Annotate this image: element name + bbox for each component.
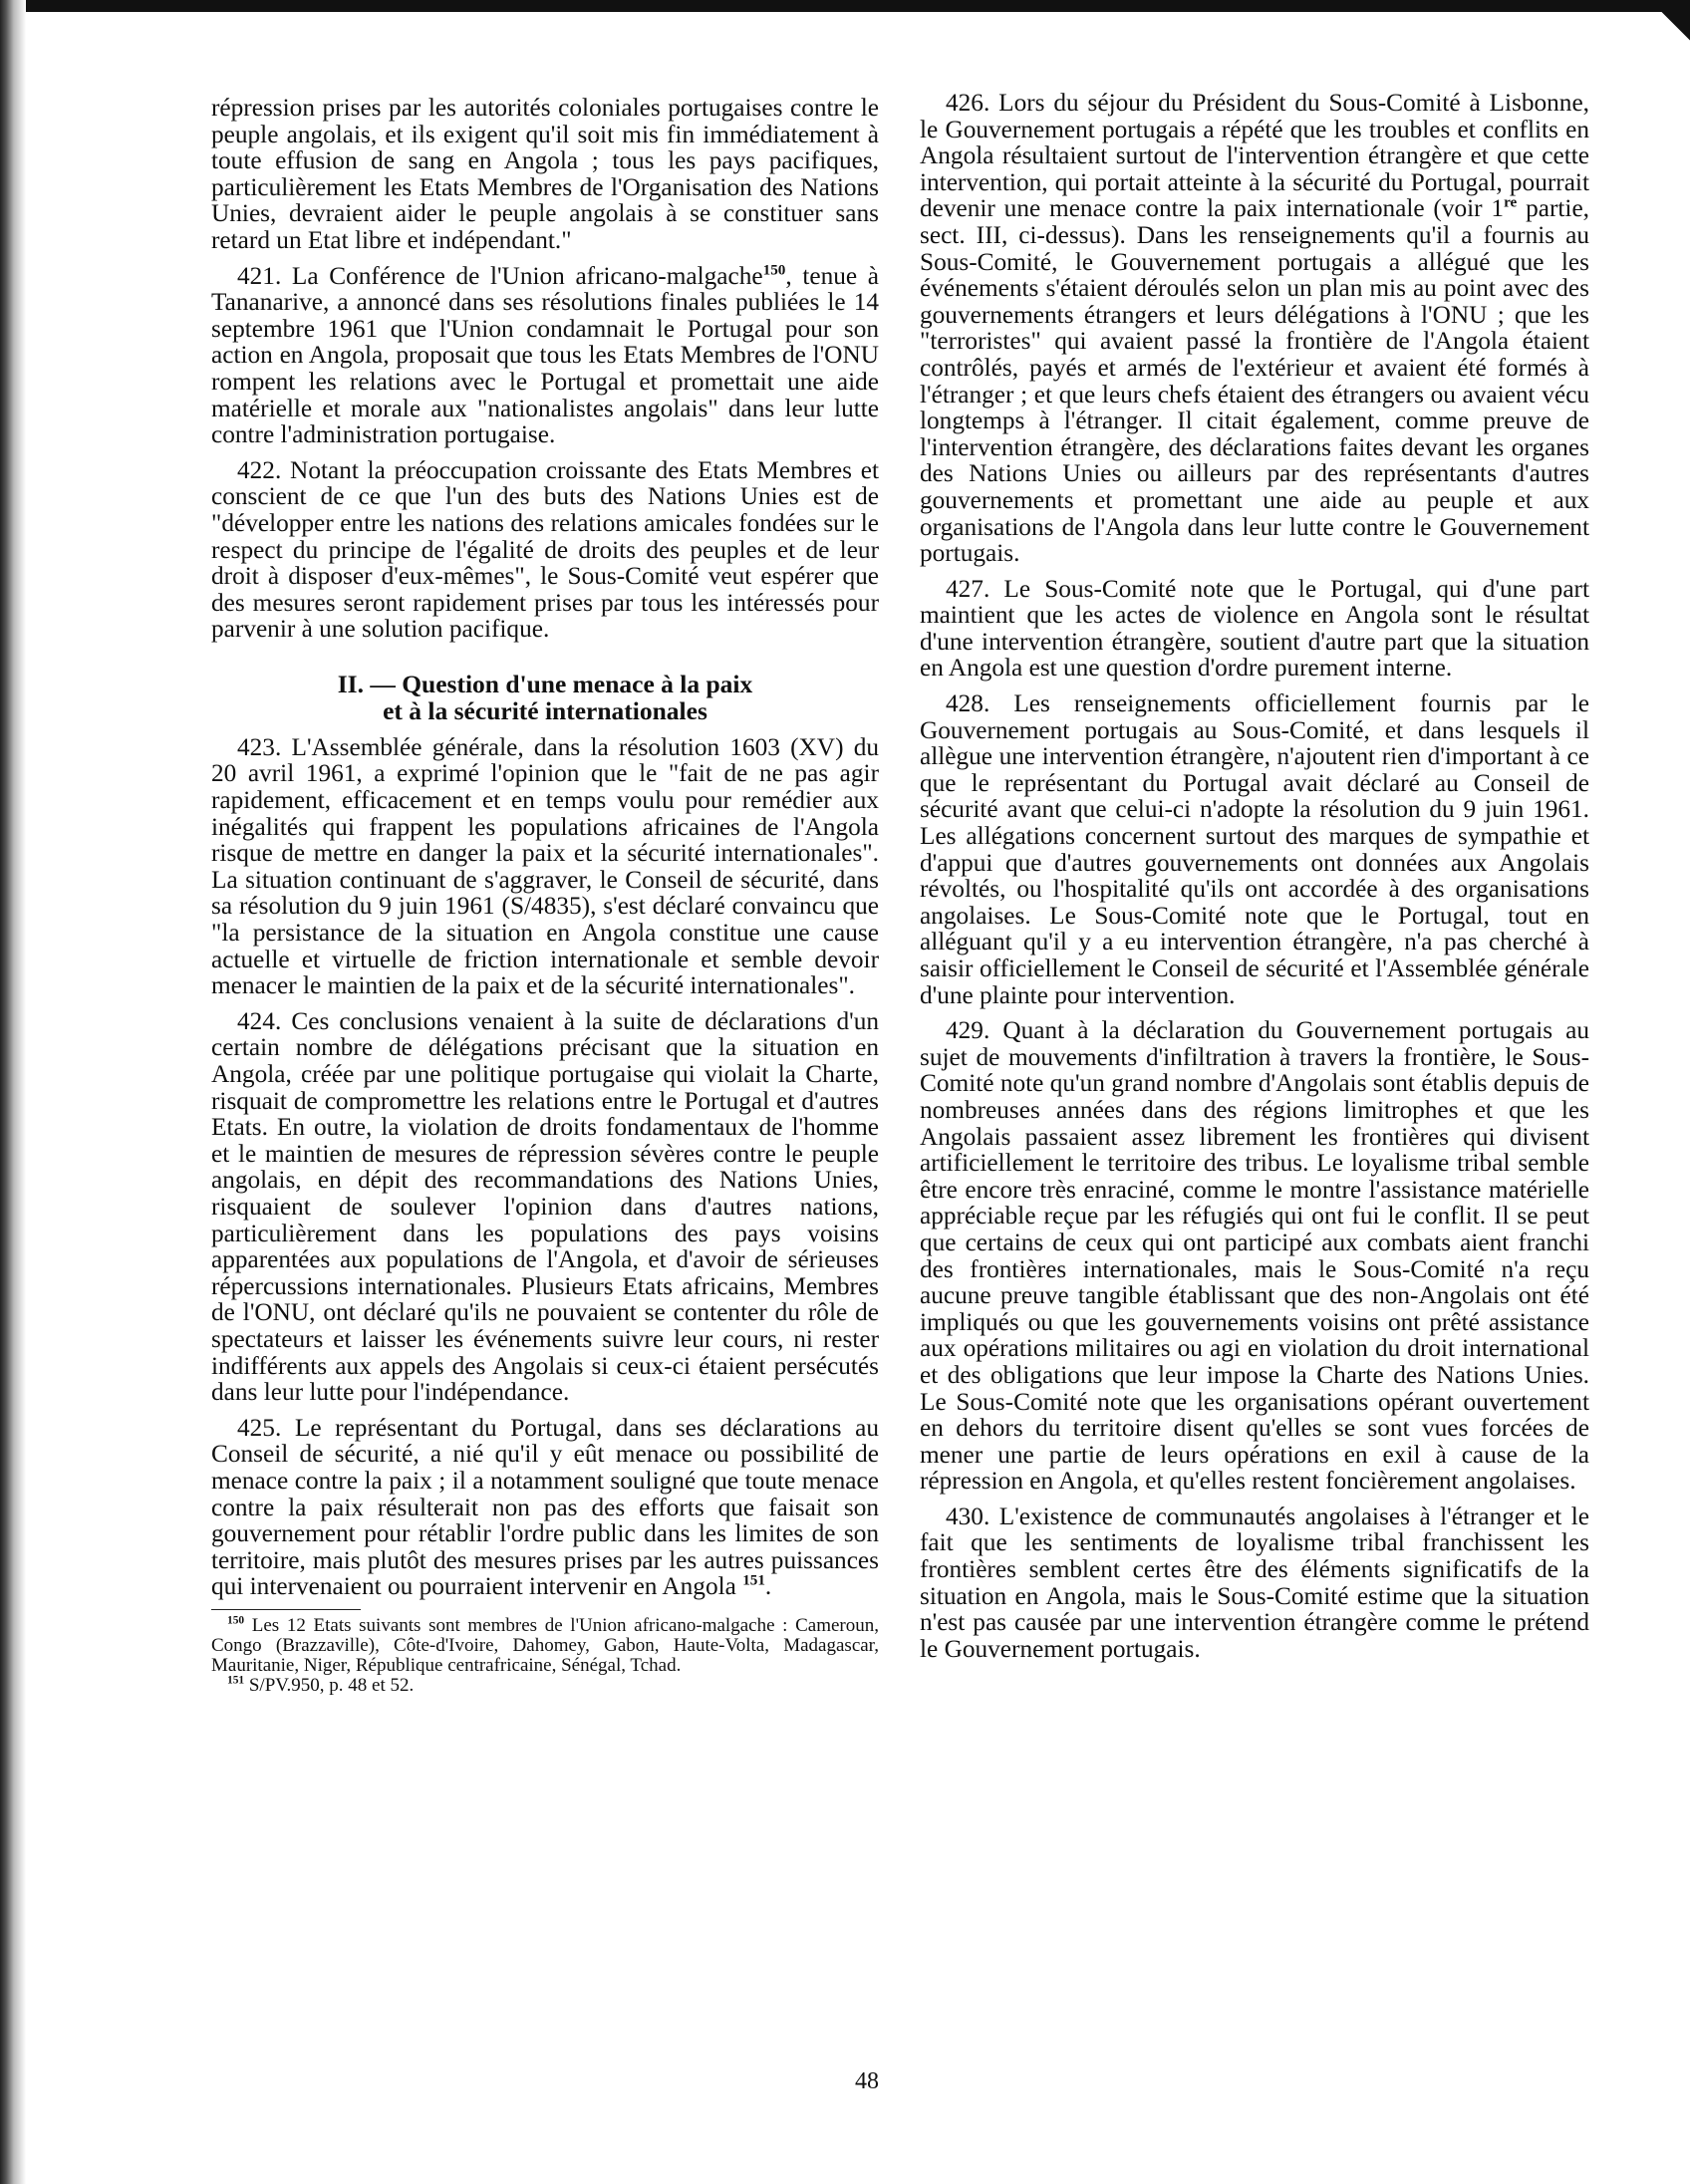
right-column [920,90,1589,1671]
scan-edge-left [0,0,26,2184]
paragraph-number: 424. [237,1006,282,1035]
paragraph-number: 425. [237,1413,282,1442]
paragraph-text: répression prises par les autorités coloniales portugaises contre le peuple angolais, et ils exigent qu'il soit mis fin immédiatement à toute effusion de sang en Angola ; tous les pays pacifiques, particulièrement les Etats Membres de l'Organisation des Nations Unies, devraient aider le peuple angolais à se constituer sans retard un Etat libre et indépendant." [211,94,879,254]
paragraph-number: 428. [946,689,990,718]
paragraph-number: 421. [237,261,282,290]
paragraph-text: Ces conclusions venaient à la suite de déclarations d'un certain nombre de délégations précisant que la situation en Angola, créée par une politique portugaise qui violait la Charte, risquait de compromettre les relations entre le Portugal et d'autres Etats. En outre, la violation de droits fondamentaux de l'homme et le maintien de mesures de répression sévères contre le peuple angolais, en dépit des recommandations des Nations Unies, risquaient de soulever l'opinion dans d'autres nations, particulièrement dans les populations des pays voisins apparentées aux populations de l'Angola, et d'avoir de sérieuses répercussions internationales. Plusieurs Etats africains, Membres de l'ONU, ont déclaré qu'ils ne pouvaient se contenter du rôle de spectateurs et laisser les événements suivre leur cours, ni rester indifférents aux appels des Angolais si ceux-ci étaient persécutés dans leur lutte pour l'indépendance. [211,1006,879,1407]
footnote-151 [211,1676,879,1696]
footnote-150 [211,1616,879,1676]
paragraph-text-cont: , tenue à Tananarive, a annoncé dans ses résolutions finales publiées le 14 septembre 1961 que l'Union condamnait le Portugal pour son action en Angola, proposait que tous les Etats Membres de l'ONU rompent les relations avec le Portugal et promettait une aide matérielle et morale aux "nationalistes angolais" dans leur lutte contre l'administration portugaise. [211,261,879,449]
paragraph-430 [920,1503,1589,1663]
paragraph-text: La Conférence de l'Union africano-malgache [291,261,763,290]
page-number: 48 [855,2068,879,2094]
paragraph-number: 430. [946,1502,990,1530]
footnote-rule [211,1609,361,1610]
footnote-text: Les 12 Etats suivants sont membres de l'Union africano-malgache : Cameroun, Congo (Brazzaville), Côte-d'Ivoire, Dahomey, Gabon, Haute-Volta, Madagascar, Mauritanie, Niger, République centrafricaine, Sénégal, Tchad. [211,1614,879,1676]
footnotes [211,1616,879,1696]
section-heading-line1: II. — Question d'une menace à la paix [337,669,753,698]
paragraph-421 [211,263,879,448]
paragraph-422 [211,457,879,643]
left-column [211,95,879,1696]
paragraph-429 [920,1017,1589,1495]
scan-edge-top [0,0,1690,12]
paragraph-423 [211,734,879,999]
paragraph-text: Lors du séjour du Président du Sous-Comité à Lisbonne, le Gouvernement portugais a répété que les troubles et conflits en Angola résultaient surtout de l'intervention étrangère et que cette intervention, qui portait atteinte à la sécurité du Portugal, pourrait devenir une menace contre la paix internationale (voir 1 [920,89,1590,223]
paragraph-text: Le Sous-Comité note que le Portugal, qui d'une part maintient que les actes de violence en Angola sont le résultat d'une intervention étrangère, soutient d'autre part que la situation en Angola est une question d'ordre purement interne. [920,574,1589,682]
paragraph-text: L'Assemblée générale, dans la résolution 1603 (XV) du 20 avril 1961, a exprimé l'opinion que le "fait de ne pas agir rapidement, efficacement et en temps voulu pour remédier aux inégalités qui frappent les populations africaines de l'Angola risque de mettre en danger la paix et la sécurité internationales". La situation continuant de s'aggraver, le Conseil de sécurité, dans sa résolution du 9 juin 1961 (S/4835), s'est déclaré convaincu que "la persistance de la situation en Angola constitue une cause actuelle et virtuelle de friction internationale et semble devoir menacer le maintien de la paix et de la sécurité internationales". [211,732,880,1000]
paragraph-text: Les renseignements officiellement fournis par le Gouvernement portugais au Sous-Comité, et dans lesquels il allègue une intervention étrangère, n'ajoutent rien d'important à ce que le représentant du Portugal avait déclaré au Conseil de sécurité avant que celui-ci n'adopte la résolution du 9 juin 1961. Les allégations concernent surtout des marques de sympathie et d'appui que d'autres gouvernements ont données aux Angolais révoltés, ou l'hospitalité qu'ils ont accordée à des organisations angolaises. Le Sous-Comité note que le Portugal, tout en alléguant qu'il y a eu intervention étrangère, n'a pas cherché à saisir officiellement le Conseil de sécurité et l'Assemblée générale d'une plainte pour intervention. [920,689,1590,1009]
paragraph-text: Le représentant du Portugal, dans ses déclarations au Conseil de sécurité, a nié qu'il y eût menace ou possibilité de menace contre la paix ; il a notamment souligné que toute menace contre la paix résulterait non pas des efforts que faisait son gouvernement pour rétablir l'ordre public dans les limites de son territoire, mais plutôt des mesures prises par les autres puissances qui intervenaient ou pourraient intervenir en Angola [211,1413,879,1601]
paragraph-425 [211,1415,879,1600]
scan-edge-corner [1650,0,1690,60]
paragraph-427 [920,576,1589,682]
ordinal-superscript: re [1504,193,1518,211]
paragraph-424 [211,1008,879,1406]
section-heading [211,671,879,724]
paragraph-number: 423. [237,732,282,761]
paragraph-text: Notant la préoccupation croissante des Etats Membres et conscient de ce que l'un des buts des Nations Unies est de "développer entre les nations des relations amicales fondées sur le respect du principe de l'égalité de droits des peuples et de leur droit à disposer d'eux-mêmes", le Sous-Comité veut espérer que des mesures seront rapidement prises par tous les intéressés pour parvenir à une solution pacifique. [211,455,879,644]
paragraph-text-cont: partie, sect. III, ci-dessus). Dans les renseignements qu'il a fournis au Sous-Comité, le Gouvernement portugais a allégué que les événements s'étaient déroulés selon un plan mis au point avec des gouvernements étrangers et leurs délégations à l'ONU ; que les "terroristes" qui avaient passé la frontière de l'Angola étaient contrôlés, payés et armés de l'extérieur et avaient été formés à l'étranger ; et que leurs chefs étaient des étrangers ou avaient vécu longtemps à l'étranger. Il citait également, comme preuve de l'intervention étrangère, des déclarations faites devant les organes des Nations Unies ou ailleurs par des représentants d'autres gouvernements et promettant une aide au peuple et aux organisations de l'Angola dans leur lutte contre le Gouvernement portugais. [920,194,1589,568]
paragraph-text: Quant à la déclaration du Gouvernement portugais au sujet de mouvements d'infiltration à travers la frontière, le Sous-Comité note qu'un grand nombre d'Angolais sont établis depuis de nombreuses années dans des régions limitrophes et que les Angolais passaient assez librement les frontières qui divisent artificiellement le territoire des tribus. Le loyalisme tribal semble être encore très enraciné, comme le montre l'assistance matérielle appréciable reçue par les réfugiés qui ont fui le conflit. Il se peut que certains de ceux qui ont participé aux combats aient franchi des frontières internationales, mais le Sous-Comité n'a reçu aucune preuve tangible établissant que des non-Angolais ont été impliqués ou que les gouvernements voisins ont prêté assistance aux opérations militaires ou agi en violation du droit international et des obligations que leur impose la Charte des Nations Unies. Le Sous-Comité note que les organisations opérant ouvertement en dehors du territoire disent qu'elles se sont vues forcées de mener une partie de leurs opérations en exil à cause de la répression en Angola, et qu'elles restent foncièrement angolaises. [920,1016,1590,1496]
footnote-ref-150: 150 [762,261,786,279]
paragraph-text-cont: . [764,1572,772,1601]
footnote-ref-151: 151 [742,1571,765,1589]
footnote-number: 150 [227,1614,245,1627]
paragraph-text: L'existence de communautés angolaises à l'étranger et le fait que les sentiments de loyalisme tribal franchissent les frontières semblent certes être des éléments significatifs de la situation en Angola, mais le Sous-Comité estime que la situation n'est pas causée par une intervention étrangère comme le prétend le Gouvernement portugais. [920,1502,1589,1663]
paragraph-428 [920,690,1589,1008]
paragraph-number: 422. [237,455,282,484]
footnote-number: 151 [227,1674,245,1687]
paragraph-number: 429. [946,1016,990,1045]
paragraph-continued [211,95,879,254]
section-heading-line2: et à la sécurité internationales [383,695,707,725]
paragraph-426 [920,90,1589,567]
paragraph-number: 426. [946,89,990,117]
footnote-text: S/PV.950, p. 48 et 52. [244,1674,415,1696]
paragraph-number: 427. [946,574,990,603]
